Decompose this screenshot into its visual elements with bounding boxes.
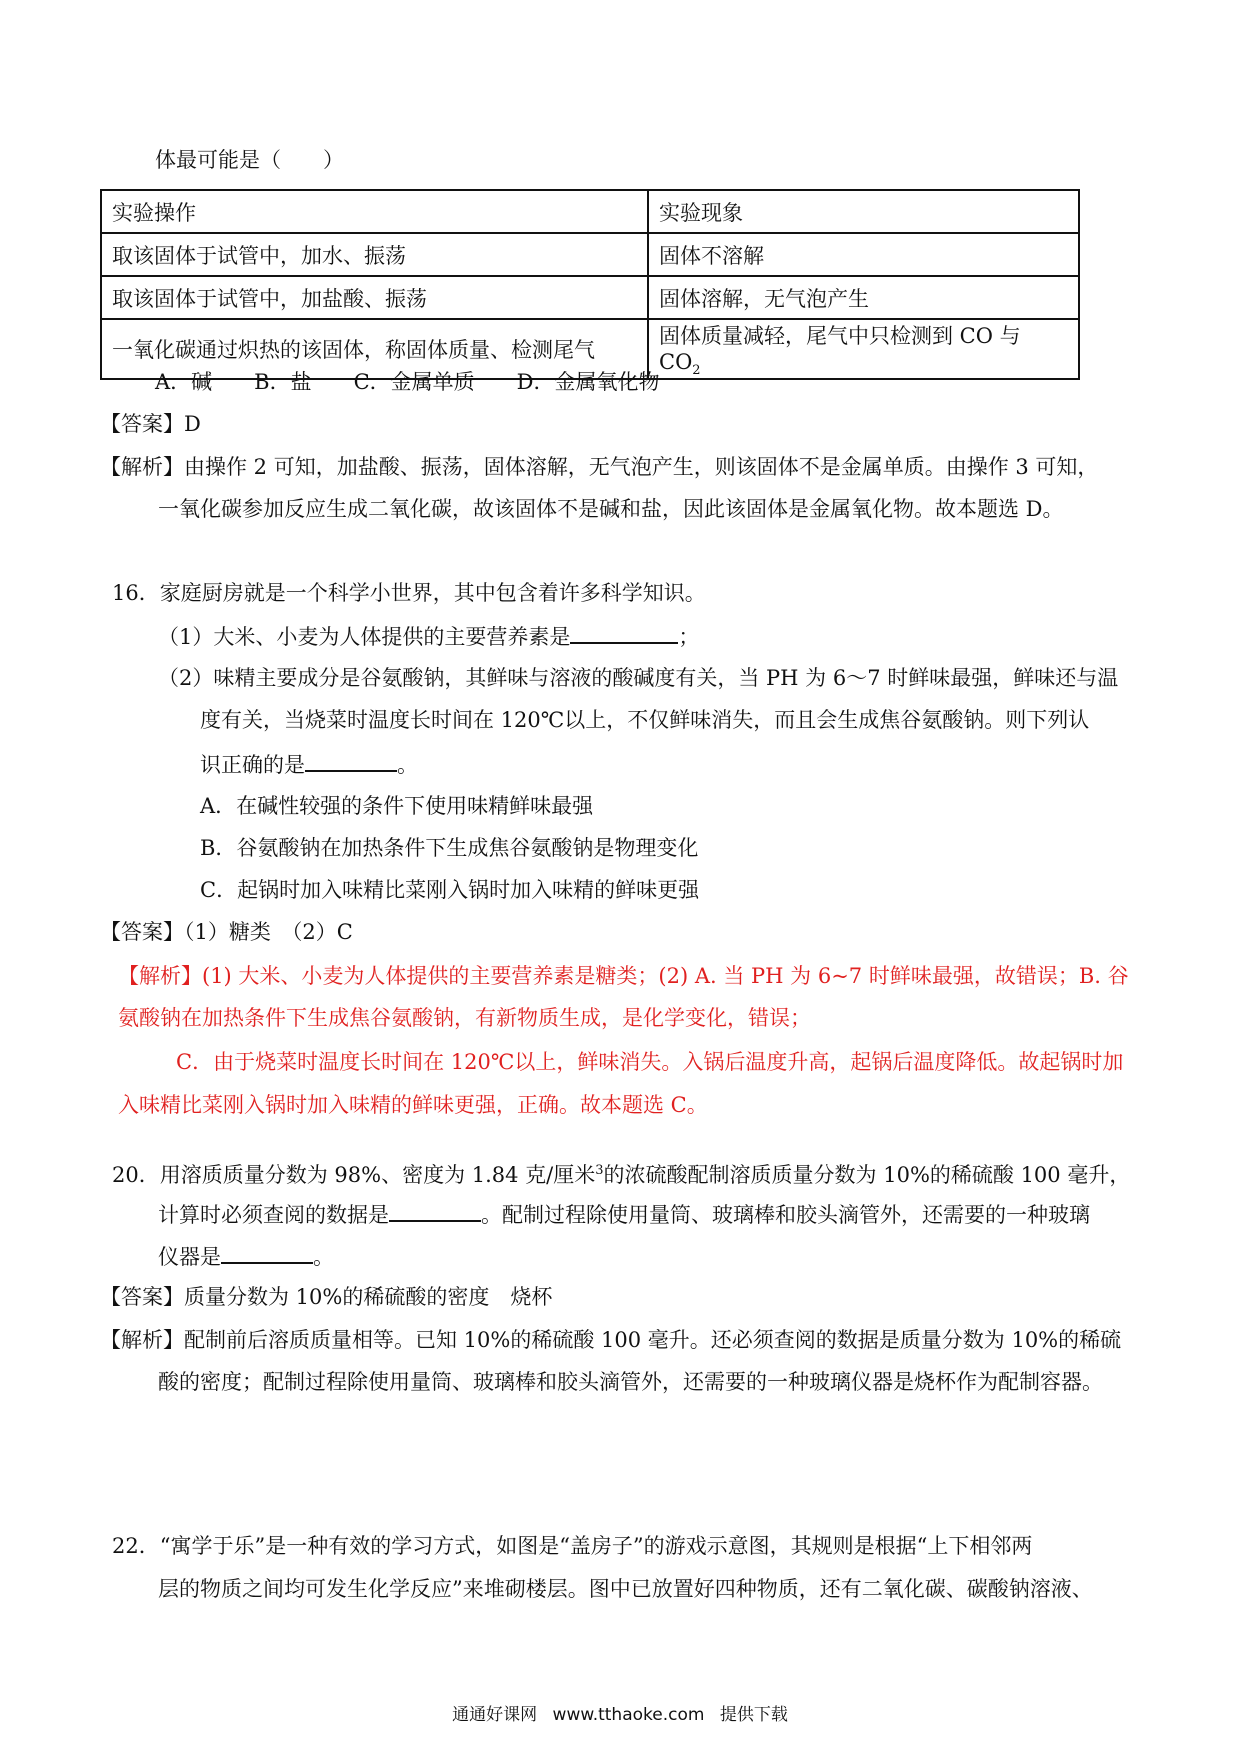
answer-blank xyxy=(221,1240,313,1264)
answer-text: （1）糖类 （2）C xyxy=(184,920,353,944)
page-footer xyxy=(0,1700,1240,1725)
q16-part-1-text: （1）大米、小麦为人体提供的主要营养素是 xyxy=(158,625,571,649)
analysis-text: 配制前后溶质质量相等。已知 10%的稀硫酸 100 毫升。还必须查阅的数据是质量分数为 10%的稀硫 xyxy=(184,1328,1122,1352)
q16-analysis-line-2: 氨酸钠在加热条件下生成焦谷氨酸钠，有新物质生成，是化学变化，错误； xyxy=(118,1006,811,1030)
q20-stem-text: 计算时必须查阅的数据是 xyxy=(158,1203,389,1227)
q22-stem-line-2: 层的物质之间均可发生化学反应”来堆砌楼层。图中已放置好四种物质，还有二氧化碳、碳酸钠溶液、 xyxy=(158,1577,1093,1601)
q20-stem-text: 。 xyxy=(313,1245,334,1269)
q16-part-2-line-3 xyxy=(200,748,418,780)
experiment-table xyxy=(100,189,1080,380)
q16-analysis-line-1: 【解析】(1) 大米、小麦为人体提供的主要营养素是糖类；(2) A. 当 PH 为 6~7 时鲜味最强，故错误；B. 谷 xyxy=(118,964,1129,988)
q16-analysis-line-4: 入味精比菜刚入锅时加入味精的鲜味更强，正确。故本题选 C。 xyxy=(118,1093,708,1117)
table-cell: 取该固体于试管中，加盐酸、振荡 xyxy=(101,276,648,319)
table-cell: 取该固体于试管中，加水、振荡 xyxy=(101,233,648,276)
q16-analysis-line-3: C．由于烧菜时温度长时间在 120℃以上，鲜味消失。入锅后温度升高，起锅后温度降低。故起锅时加 xyxy=(176,1050,1124,1074)
footer-tail: 提供下载 xyxy=(719,1705,788,1725)
answer-blank xyxy=(389,1198,481,1222)
table-cell: 固体溶解，无气泡产生 xyxy=(648,276,1079,319)
analysis-text: 由操作 2 可知，加盐酸、振荡，固体溶解，无气泡产生，则该固体不是金属单质。由操作 3 可知， xyxy=(184,455,1099,479)
q20-answer xyxy=(100,1282,552,1312)
answer-text: 质量分数为 10%的稀硫酸的密度 烧杯 xyxy=(184,1285,553,1309)
footer-site-name: 通通好课网 xyxy=(452,1705,538,1725)
q16-option-b: B．谷氨酸钠在加热条件下生成焦谷氨酸钠是物理变化 xyxy=(200,836,699,860)
table-row xyxy=(101,276,1079,319)
q16-part-1 xyxy=(158,620,699,652)
table-header-row xyxy=(101,190,1079,233)
q15-analysis-line-2: 一氧化碳参加反应生成二氧化碳，故该固体不是碱和盐，因此该固体是金属氧化物。故本题选 D。 xyxy=(158,497,1064,521)
q15-stem-tail: 体最可能是（ ） xyxy=(155,148,344,172)
q20-stem-line-3 xyxy=(158,1240,334,1272)
q20-stem-text: 仪器是 xyxy=(158,1245,221,1269)
table-header-cell: 实验现象 xyxy=(648,190,1079,233)
q16-answer xyxy=(100,917,353,947)
q16-part-2-line-2: 度有关，当烧菜时温度长时间在 120℃以上，不仅鲜味消失，而且会生成焦谷氨酸钠。则下列认 xyxy=(200,708,1090,732)
table-cell-text: 固体质量减轻，尾气中只检测到 CO 与 CO xyxy=(659,324,1021,374)
q20-stem-line-1 xyxy=(112,1156,1130,1190)
q20-stem-text: 。配制过程除使用量筒、玻璃棒和胶头滴管外，还需要的一种玻璃 xyxy=(481,1203,1090,1227)
q16-stem: 16．家庭厨房就是一个科学小世界，其中包含着许多科学知识。 xyxy=(112,581,706,605)
q15-analysis-line-1 xyxy=(100,452,1098,482)
footer-url-link[interactable]: www.tthaoke.com xyxy=(552,1705,705,1725)
subscript-2: 2 xyxy=(692,363,701,379)
q20-analysis-line-1 xyxy=(100,1325,1121,1355)
q16-part-2-end: 。 xyxy=(397,753,418,777)
table-cell xyxy=(648,319,1079,379)
answer-blank xyxy=(305,748,397,772)
analysis-label: 【解析】 xyxy=(100,455,184,479)
q16-part-2-line-3-text: 识正确的是 xyxy=(200,753,305,777)
q20-stem-text: 的浓硫酸配制溶质质量分数为 10%的稀硫酸 100 毫升， xyxy=(603,1163,1131,1187)
q15-answer xyxy=(100,409,201,439)
answer-blank xyxy=(570,620,678,644)
table-cell: 一氧化碳通过炽热的该固体，称固体质量、检测尾气 xyxy=(101,319,648,379)
table-header-cell: 实验操作 xyxy=(101,190,648,233)
superscript-3: 3 xyxy=(595,1163,604,1178)
q16-option-a: A．在碱性较强的条件下使用味精鲜味最强 xyxy=(200,794,594,818)
q20-stem-text: 20．用溶质质量分数为 98%、密度为 1.84 克/厘米 xyxy=(112,1163,596,1187)
q16-part-1-end: ； xyxy=(678,625,700,649)
answer-label: 【答案】 xyxy=(100,1285,184,1309)
q16-part-2-line-1: （2）味精主要成分是谷氨酸钠，其鲜味与溶液的酸碱度有关，当 PH 为 6～7 时鲜味最强，鲜味还与温 xyxy=(158,666,1119,690)
q15-options: A．碱 B．盐 C．金属单质 D．金属氧化物 xyxy=(155,370,660,394)
answer-text: D xyxy=(184,412,201,436)
q16-option-c: C．起锅时加入味精比菜刚入锅时加入味精的鲜味更强 xyxy=(200,878,700,902)
answer-label: 【答案】 xyxy=(100,920,184,944)
q20-analysis-line-2: 酸的密度；配制过程除使用量筒、玻璃棒和胶头滴管外，还需要的一种玻璃仪器是烧杯作为配制容器。 xyxy=(158,1370,1103,1394)
table-row xyxy=(101,233,1079,276)
answer-label: 【答案】 xyxy=(100,412,184,436)
q20-stem-line-2 xyxy=(158,1198,1090,1230)
q22-stem-line-1: 22．“寓学于乐”是一种有效的学习方式，如图是“盖房子”的游戏示意图，其规则是根据“上下相邻两 xyxy=(112,1534,1033,1558)
table-cell: 固体不溶解 xyxy=(648,233,1079,276)
analysis-label: 【解析】 xyxy=(100,1328,184,1352)
